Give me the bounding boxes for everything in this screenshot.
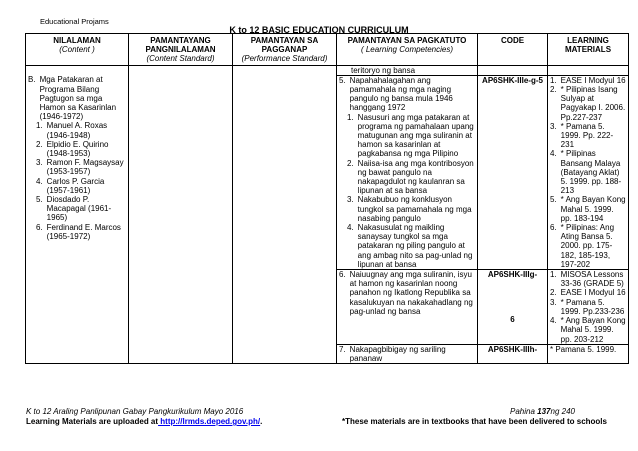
materials-cell <box>548 270 629 345</box>
col-header-content: NILALAMAN (Content ) <box>26 34 129 66</box>
list-item: 5. * Ang Bayan Kong Mahal 5. 1999. pp. 183-194 <box>550 195 626 223</box>
list-item: 3. Ramon F. Magsaysay (1953-1957) <box>36 158 124 177</box>
competency-cell: 6. Naiuugnay ang mga suliranin, isyu at hamon ng kasarinlan noong panahon ng Ikatlong Republika sa kasalukuyan na nakakahadlang ng pag-unlad ng bansa <box>337 270 478 345</box>
list-item: 4. Nakasusulat ng maikling sanaysay tungkol sa mga patakaran ng piling pangulo at ang ambag nito sa pag-unlad ng lipunan at bansa <box>347 223 473 269</box>
list-item: 3. Nakabubuo ng konklusyon tungkol sa pamamahala ng mga nasabing pangulo <box>347 195 472 223</box>
materials-cell <box>548 75 629 269</box>
list-item: 1. Nasusuri ang mga patakaran at programa ng pamahalaan upang matugunan ang mga suliranin at hamon sa kasarinlan at pagkabansa ng mga Pilipino <box>347 112 474 159</box>
document-title: K to 12 BASIC EDUCATION CURRICULUM <box>229 25 409 35</box>
list-item: 4. Carlos P. Garcia (1957-1961) <box>36 176 105 195</box>
list-item: 1. Manuel A. Roxas (1946-1948) <box>36 121 108 140</box>
list-item: 2. Naiisa-isa ang mga kontribosyon ng bawat pangulo na nakapagdulot ng kaulanran sa lipunan at sa bansa <box>347 158 474 196</box>
code-cell: AP6SHK-IIIe-g-5 <box>478 75 548 269</box>
list-item: 6. Ferdinand E. Marcos (1965-1972) <box>36 222 121 241</box>
col-header-materials: LEARNING MATERIALS <box>548 34 629 66</box>
list-item: 1. MISOSA Lessons 33-36 (GRADE 5) <box>550 270 624 289</box>
curriculum-table <box>25 33 629 364</box>
col-header-content-standard: PAMANTAYANG PANGNILALAMAN (Content Standard) <box>129 34 233 66</box>
table-row <box>26 65 629 75</box>
footer-guide-title: K to 12 Araling Panlipunan Gabay Pangkurikulum Mayo 2016 <box>26 407 244 416</box>
list-item: 1. EASE I Modyul 16 <box>550 75 626 85</box>
list-item: 3. * Pamana 5. 1999. Pp. 222-231 <box>550 121 614 150</box>
table-row <box>26 75 629 269</box>
footer-page-number: Pahina 137ng 240 <box>510 407 575 416</box>
list-item: 4. * Ang Bayan Kong Mahal 5. 1999. pp. 203-212 <box>550 316 626 344</box>
page-header: Educational Projams <box>40 17 109 26</box>
header-row <box>26 34 629 66</box>
list-item: 2. * Pilipinas Isang Sulyap at Pagyakap I. 2006. Pp.227-237 <box>550 85 626 122</box>
competency-cell: 7. Nakapagbibigay ng sariling pananaw <box>337 344 478 363</box>
footer-textbook-note: *These materials are in textbooks that have been delivered to schools <box>342 417 607 426</box>
competency-cell: 5. Napahahalagahan ang pamamahala ng mga naging pangulo ng bansa mula 1946 hanggang 1972 1. Nasusuri ang mga patakaran at programa ng pamahalaan upang matugunan ang mga suliranin at hamon sa kasarinlan at pagkabansa ng mga Pilipino 2. Naiisa-isa ang mga kontribosyon ng bawat pangulo na nakapagdulot ng kaulanran sa lipunan at sa bansa 3. Nakabubuo ng konklusyon tungkol sa pamamahala ng mga nasabing pangulo 4. Nakasusulat ng maikling sanaysay tungkol sa mga patakaran ng piling pangulo at ang ambag nito sa pag-unlad ng lipunan at bansa <box>337 75 478 269</box>
competency-cell: teritoryo ng bansa <box>337 65 478 75</box>
list-item: 3. * Pamana 5. 1999. Pp.233-236 <box>550 297 625 316</box>
col-header-code: CODE <box>478 34 548 66</box>
list-item: 4. * Pilipinas Bansang Malaya (Batayang Aklat) 5. 1999. pp. 188-213 <box>550 149 622 196</box>
col-header-performance-standard: PAMANTAYAN SA PAGGANAP (Performance Standard) <box>233 34 337 66</box>
content-standard-cell <box>129 75 233 363</box>
list-item: 6. * Pilipinas: Ang Ating Bansa 5. 2000. pp. 175-182, 185-193, 197-202 <box>550 223 615 269</box>
lrmds-link[interactable]: http://lrmds.deped.gov.ph/ <box>158 417 261 426</box>
content-cell: B. Mga Patakaran at Programa Bilang Pagtugon sa mga Hamon sa Kasarinlan (1946-1972) 1. Manuel A. Roxas (1946-1948) 2. Elpidio E. Quirino (1948-1953) 3. Ramon F. Magsaysay (1953-1957) 4. Carlos P. Garcia (1957-1961) 5. Diosdado P. Macapagal (1961-1965) 6. Ferdinand E. Marcos (1965-1972) <box>26 75 129 363</box>
list-item: 2. Elpidio E. Quirino (1948-1953) <box>36 139 109 158</box>
list-item: 2. EASE I Modyul 16 <box>550 288 626 298</box>
list-item: 5. Diosdado P. Macapagal (1961-1965) <box>36 194 112 223</box>
footer-upload-note: Learning Materials are uploaded at http://lrmds.deped.gov.ph/. <box>26 417 263 426</box>
code-cell: AP6SHK-IIIh- <box>478 344 548 363</box>
code-cell: AP6SHK-IIIg- 6 <box>478 270 548 345</box>
materials-cell: * Pamana 5. 1999. <box>548 344 629 363</box>
performance-standard-cell <box>233 75 337 363</box>
col-header-competencies: PAMANTAYAN SA PAGKATUTO ( Learning Competencies) <box>337 34 478 66</box>
